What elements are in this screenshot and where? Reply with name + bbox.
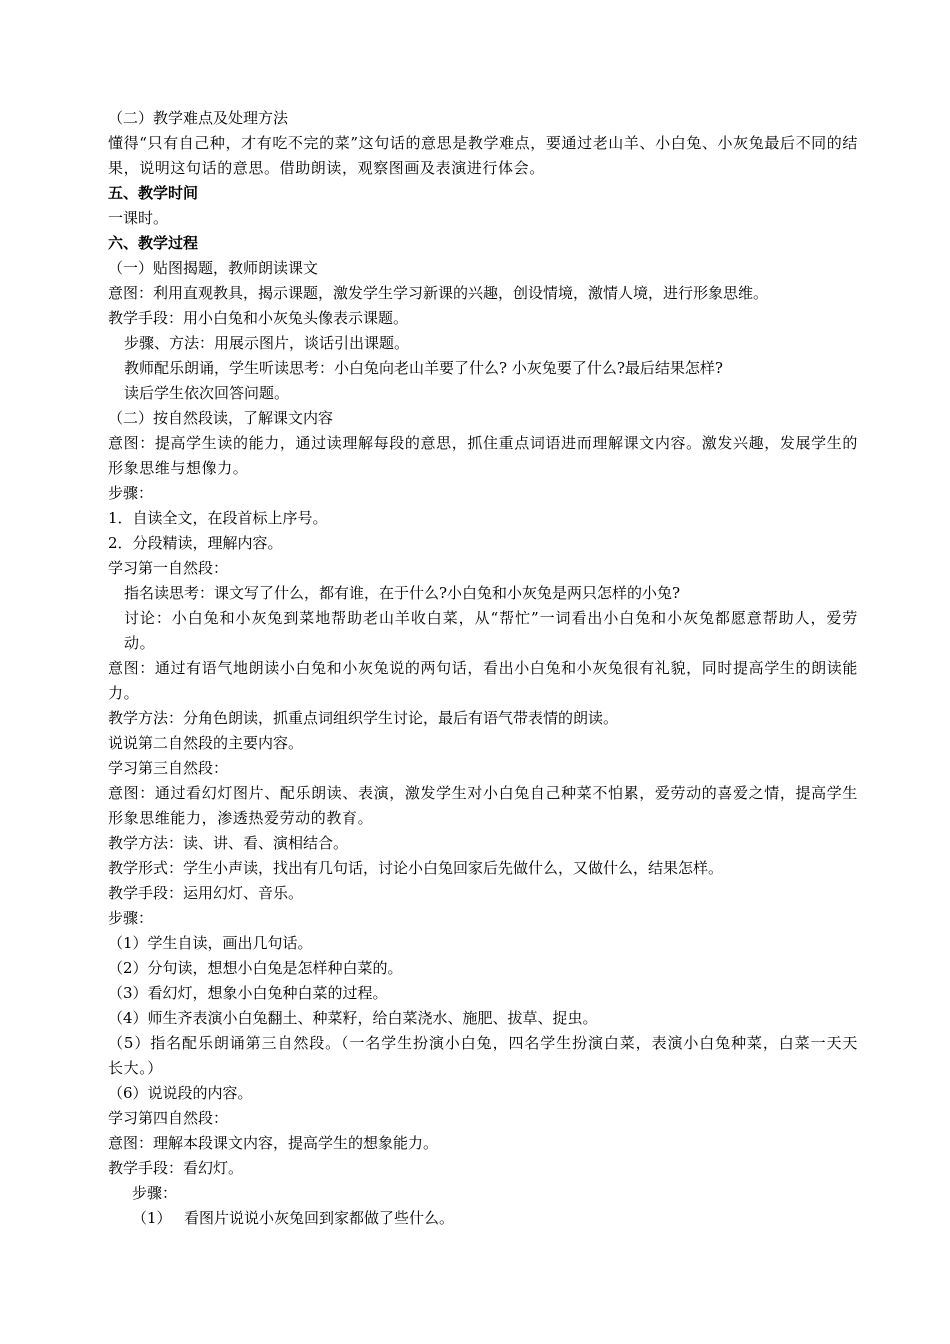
text-line: （二）按自然段读，了解课文内容	[108, 409, 334, 427]
text-line: 教学形式：学生小声读，找出有几句话，讨论小白兔回家后先做什么，又做什么，结果怎样。	[108, 859, 724, 877]
text-line: （4）师生齐表演小白兔翻土、种菜籽，给白菜浇水、施肥、拔草、捉虫。	[108, 1009, 598, 1027]
text-line: 学习第一自然段：	[108, 559, 229, 577]
text-line: （二）教学难点及处理方法	[108, 109, 289, 127]
text-line: 意图：提高学生读的能力，通过读理解每段的意思，抓住重点词语进而理解课文内容。激发兴趣，发展学生的形象思维与想像力。	[108, 434, 858, 477]
text-line: （6）说说段的内容。	[108, 1084, 253, 1102]
text-line: 意图：理解本段课文内容，提高学生的想象能力。	[108, 1134, 439, 1152]
text-line: 教学手段：看幻灯。	[108, 1159, 244, 1177]
text-line: 意图：通过看幻灯图片、配乐朗读、表演，激发学生对小白兔自己种菜不怕累，爱劳动的喜爱之情，提高学生形象思维能力，渗透热爱劳动的教育。	[108, 784, 858, 827]
section-heading: 六、教学过程	[108, 234, 199, 252]
text-line: （2）分句读，想想小白兔是怎样种白菜的。	[108, 959, 403, 977]
text-line: 步骤：	[108, 909, 154, 927]
text-line: 教学方法：读、讲、看、演相结合。	[108, 834, 349, 852]
final-step-line	[92, 1206, 858, 1231]
text-line: （一）贴图揭题，教师朗读课文	[108, 259, 319, 277]
text-line: 一课时。	[108, 209, 169, 227]
step-number: （1）	[132, 1209, 172, 1227]
text-line: 指名读思考：课文写了什么，都有谁，在于什么?小白兔和小灰兔是两只怎样的小兔?	[124, 584, 681, 602]
text-line: 说说第二自然段的主要内容。	[108, 734, 304, 752]
text-line: 学习第三自然段：	[108, 759, 229, 777]
text-line: 2．分段精读，理解内容。	[108, 534, 283, 552]
text-line: 懂得“只有自己种，才有吃不完的菜”这句话的意思是教学难点，要通过老山羊、小白兔、小灰兔最后不同的结果，说明这句话的意思。借助朗读，观察图画及表演进行体会。	[108, 134, 858, 177]
section-heading: 五、教学时间	[108, 184, 199, 202]
text-line: （1）学生自读，画出几句话。	[108, 934, 313, 952]
text-line: 步骤、方法：用展示图片，谈话引出课题。	[124, 334, 410, 352]
text-line: 读后学生依次回答问题。	[124, 384, 290, 402]
text-line: 1．自读全文，在段首标上序号。	[108, 509, 328, 527]
text-line: 教学手段：运用幻灯、音乐。	[108, 884, 304, 902]
text-line: 意图：通过有语气地朗读小白兔和小灰兔说的两句话，看出小白兔和小灰兔很有礼貌，同时提高学生的朗读能力。	[108, 659, 858, 702]
text-line: 教师配乐朗诵，学生听读思考：小白兔向老山羊要了什么? 小灰兔要了什么?最后结果怎样?	[124, 359, 723, 377]
text-line: 步骤：	[132, 1184, 178, 1202]
text-line: （3）看幻灯，想象小白兔种白菜的过程。	[108, 984, 388, 1002]
text-line: 步骤：	[108, 484, 154, 502]
text-line: 意图：利用直观教具，揭示课题，激发学生学习新课的兴趣，创设情境，激情人境，进行形象思维。	[108, 284, 769, 302]
text-line: 教学方法：分角色朗读，抓重点词组织学生讨论，最后有语气带表情的朗读。	[108, 709, 619, 727]
text-line: 教学手段：用小白兔和小灰兔头像表示课题。	[108, 309, 409, 327]
text-line: 讨论：小白兔和小灰兔到菜地帮助老山羊收白菜，从“帮忙”一词看出小白兔和小灰兔都愿意帮助人，爱劳动。	[124, 609, 858, 652]
document-body	[92, 106, 858, 1231]
text-line: （5）指名配乐朗诵第三自然段。（一名学生扮演小白兔，四名学生扮演白菜，表演小白兔种菜，白菜一天天长大。）	[108, 1034, 858, 1077]
text-line: 学习第四自然段：	[108, 1109, 229, 1127]
step-text: 看图片说说小灰兔回到家都做了些什么。	[184, 1209, 455, 1227]
